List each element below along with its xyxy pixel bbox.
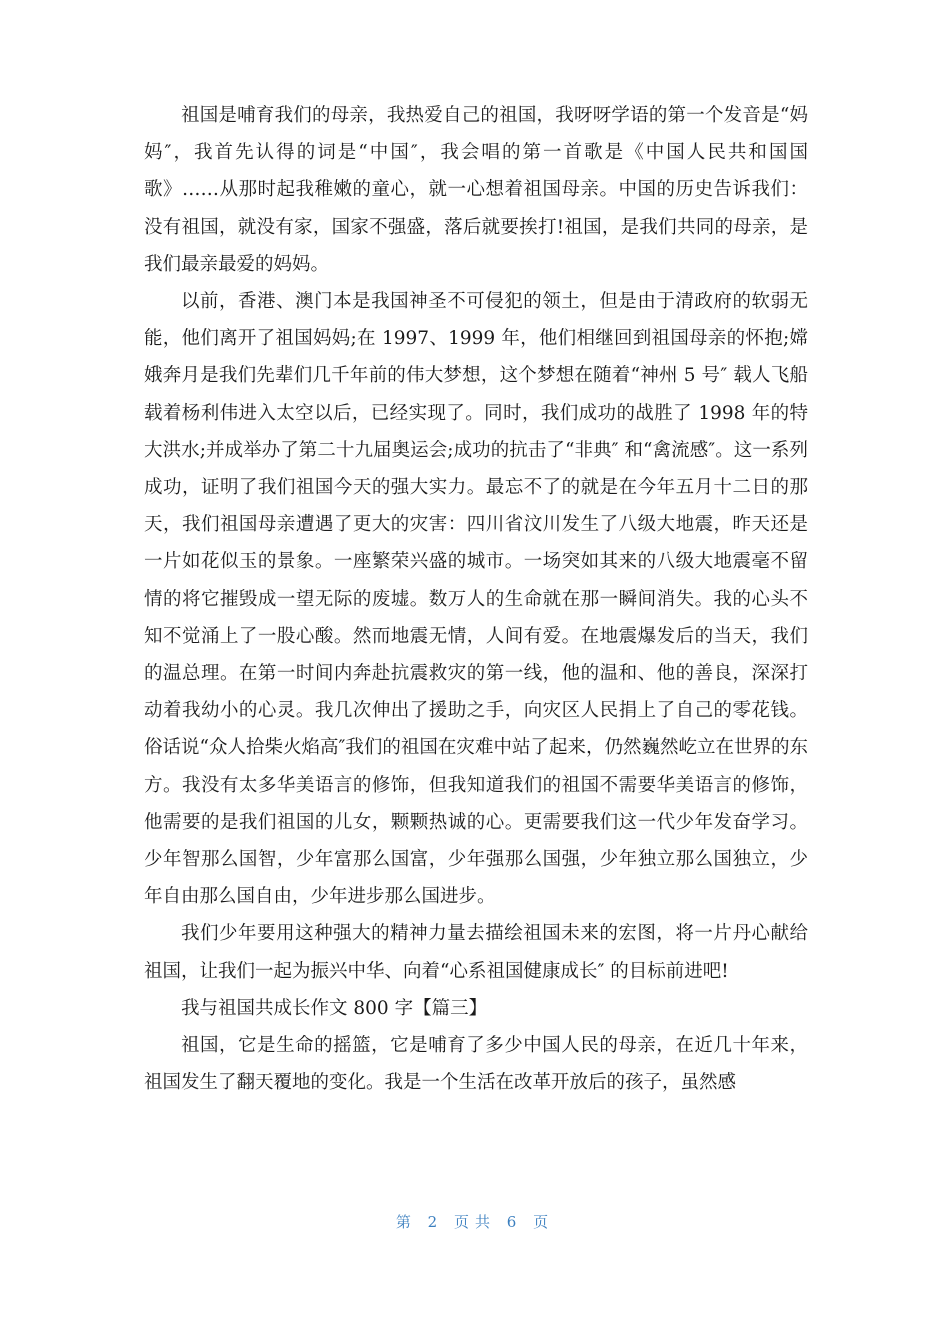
page-number-footer: 第 2 页共 6 页 (395, 1213, 555, 1231)
paragraph-4: 祖国，它是生命的摇篮，它是哺育了多少中国人民的母亲，在近几十年来，祖国发生了翻天覆地的变化。我是一个生活在改革开放后的孩子，虽然感 (144, 1035, 808, 1094)
paragraph-3: 我们少年要用这种强大的精神力量去描绘祖国未来的宏图，将一片丹心献给祖国，让我们一起为振兴中华、向着“心系祖国健康成长″ 的目标前进吧! (144, 923, 808, 982)
paragraph-2: 以前，香港、澳门本是我国神圣不可侵犯的领土，但是由于清政府的软弱无能，他们离开了祖国妈妈;在 1997、1999 年，他们相继回到祖国母亲的怀抱;嫦娥奔月是我们先辈们几千年前的伟大梦想，这个梦想在随着“神州 5 号″ 载人飞船载着杨利伟进入太空以后，已经实现了。同时，我们成功的战胜了 1998 年的特大洪水;并成举办了第二十九届奥运会;成功的抗击了“非典″ 和“禽流感″。这一系列成功，证明了我们祖国今天的强大实力。最忘不了的就是在今年五月十二日的那天，我们祖国母亲遭遇了更大的灾害：四川省汶川发生了八级大地震，昨天还是一片如花似玉的景象。一座繁荣兴盛的城市。一场突如其来的八级大地震毫不留情的将它摧毁成一望无际的废墟。数万人的生命就在那一瞬间消失。我的心头不知不觉涌上了一股心酸。然而地震无情，人间有爱。在地震爆发后的当天，我们的温总理。在第一时间内奔赴抗震救灾的第一线，他的温和、他的善良，深深打动着我幼小的心灵。我几次伸出了援助之手，向灾区人民捐上了自己的零花钱。俗话说“众人拾柴火焰高″我们的祖国在灾难中站了起来，仍然巍然屹立在世界的东方。我没有太多华美语言的修饰，但我知道我们的祖国不需要华美语言的修饰，他需要的是我们祖国的儿女，颗颗热诚的心。更需要我们这一代少年发奋学习。少年智那么国智，少年富那么国富，少年强那么国强，少年独立那么国独立，少年自由那么国自由，少年进步那么国进步。 (144, 291, 808, 908)
paragraph-1: 祖国是哺育我们的母亲，我热爱自己的祖国，我呀呀学语的第一个发音是“妈妈″，我首先认得的词是“中国″，我会唱的第一首歌是《中国人民共和国国歌》……从那时起我稚嫩的童心，就一心想着祖国母亲。中国的历史告诉我们：没有祖国，就没有家，国家不强盛，落后就要挨打!祖国，是我们共同的母亲，是我们最亲最爱的妈妈。 (144, 105, 808, 275)
document-body (144, 97, 808, 1101)
section-heading: 我与祖国共成长作文 800 字【篇三】 (181, 997, 488, 1019)
